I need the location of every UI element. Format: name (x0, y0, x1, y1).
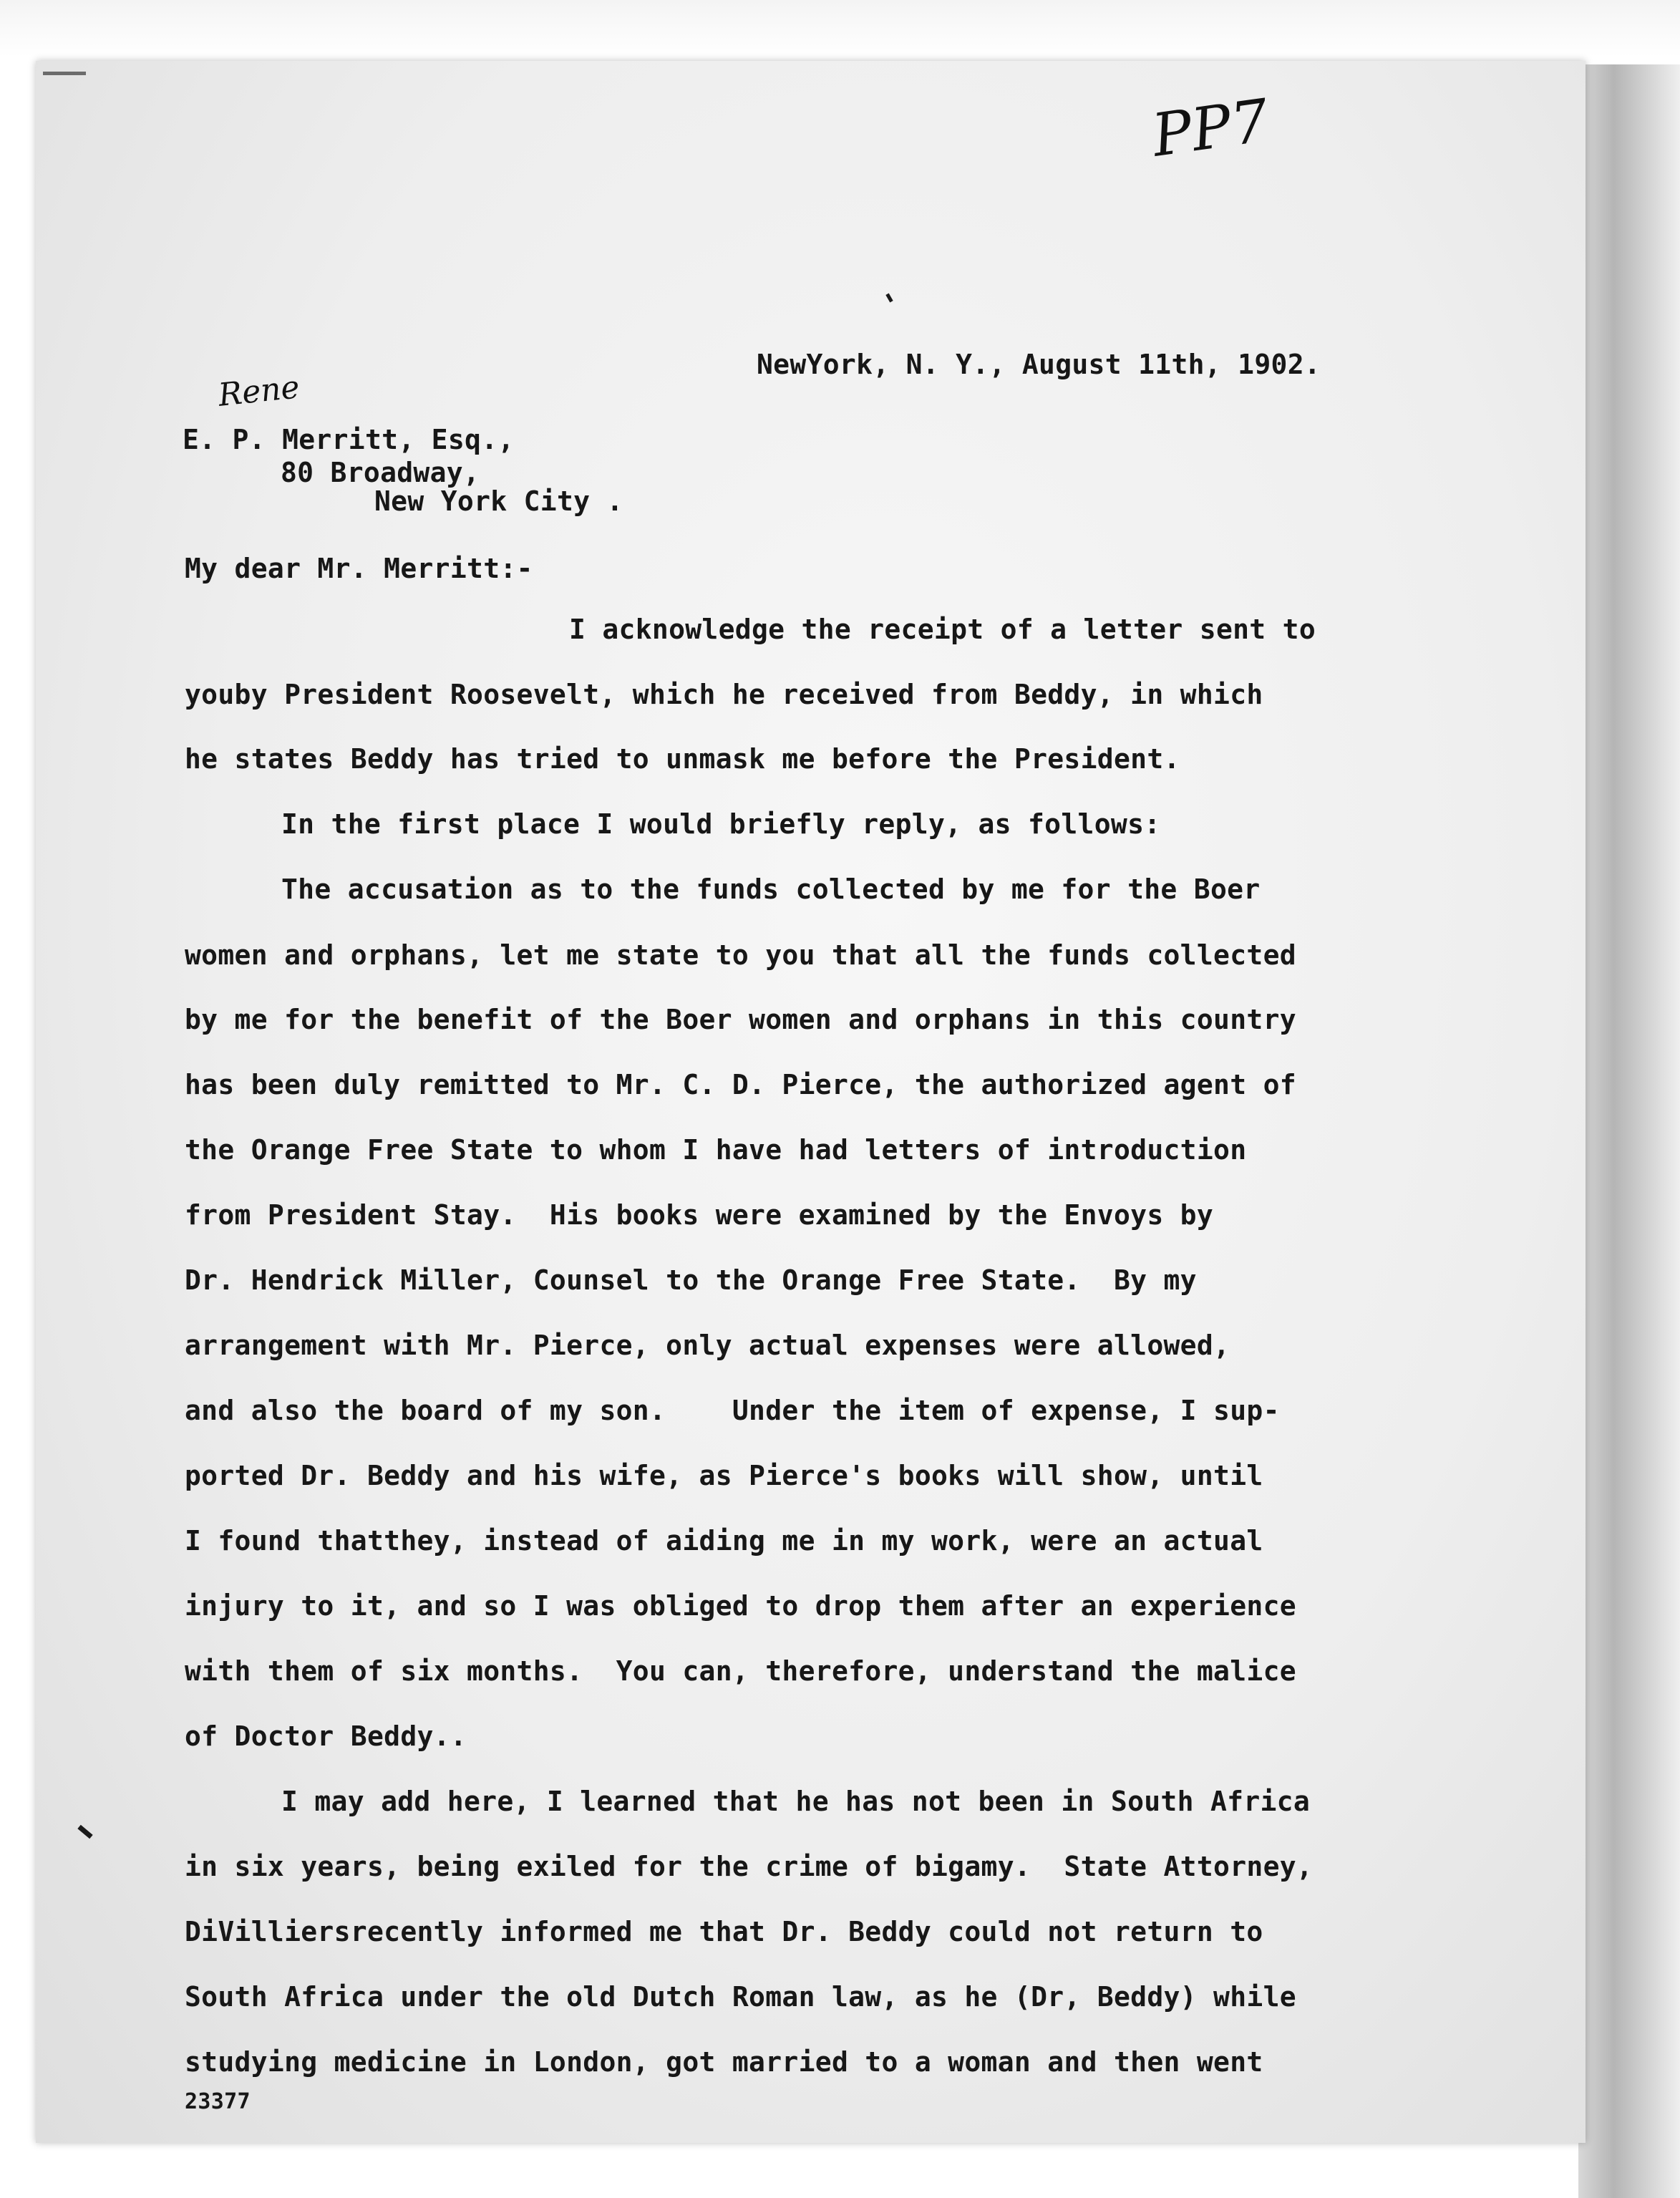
body-line: the Orange Free State to whom I have had letters of introduction (185, 1134, 1247, 1166)
letter-salutation: My dear Mr. Merritt:- (185, 553, 533, 584)
body-line: and also the board of my son. Under the item of expense, I sup- (185, 1395, 1280, 1426)
handwritten-file-mark: PP7 (1148, 87, 1273, 170)
body-line: arrangement with Mr. Pierce, only actual expenses were allowed, (185, 1330, 1230, 1361)
address-line: E. P. Merritt, Esq., (183, 424, 515, 455)
letter-dateline: NewYork, N. Y., August 11th, 1902. (757, 349, 1321, 380)
scan-top-edge (0, 0, 1680, 57)
body-line: has been duly remitted to Mr. C. D. Pierce, the authorized agent of (185, 1069, 1296, 1100)
body-line: In the first place I would briefly reply, as follows: (281, 808, 1161, 840)
body-line: ported Dr. Beddy and his wife, as Pierce's books will show, until (185, 1460, 1263, 1491)
handwritten-name-correction: Rene (216, 369, 301, 414)
body-line: South Africa under the old Dutch Roman law, as he (Dr, Beddy) while (185, 1981, 1296, 2013)
document-number: 23377 (185, 2089, 251, 2114)
address-line: New York City . (374, 485, 623, 517)
body-line: I found thatthey, instead of aiding me in my work, were an actual (185, 1525, 1263, 1556)
body-line: of Doctor Beddy.. (185, 1720, 467, 1752)
body-line: in six years, being exiled for the crime of bigamy. State Attorney, (185, 1851, 1314, 1882)
body-line: The accusation as to the funds collected by me for the Boer (281, 873, 1261, 905)
scan-right-shadow (1578, 64, 1680, 2198)
body-line: youby President Roosevelt, which he received from Beddy, in which (185, 679, 1263, 710)
body-line: I acknowledge the receipt of a letter sent to (569, 614, 1316, 645)
body-line: DiVilliersrecently informed me that Dr. Beddy could not return to (185, 1916, 1263, 1947)
body-line: Dr. Hendrick Miller, Counsel to the Orange Free State. By my (185, 1264, 1197, 1296)
body-line: from President Stay. His books were examined by the Envoys by (185, 1199, 1214, 1231)
body-line: women and orphans, let me state to you that all the funds collected (185, 939, 1296, 971)
body-line: injury to it, and so I was obliged to drop them after an experience (185, 1590, 1296, 1622)
body-line: studying medicine in London, got married to a woman and then went (185, 2046, 1263, 2078)
body-line: by me for the benefit of the Boer women and orphans in this country (185, 1004, 1296, 1035)
body-line: with them of six months. You can, therefore, understand the malice (185, 1655, 1296, 1687)
scan-speck (43, 72, 86, 75)
body-line: I may add here, I learned that he has not been in South Africa (281, 1786, 1311, 1817)
address-line: 80 Broadway, (281, 457, 480, 488)
body-line: he states Beddy has tried to unmask me before the President. (185, 743, 1180, 775)
